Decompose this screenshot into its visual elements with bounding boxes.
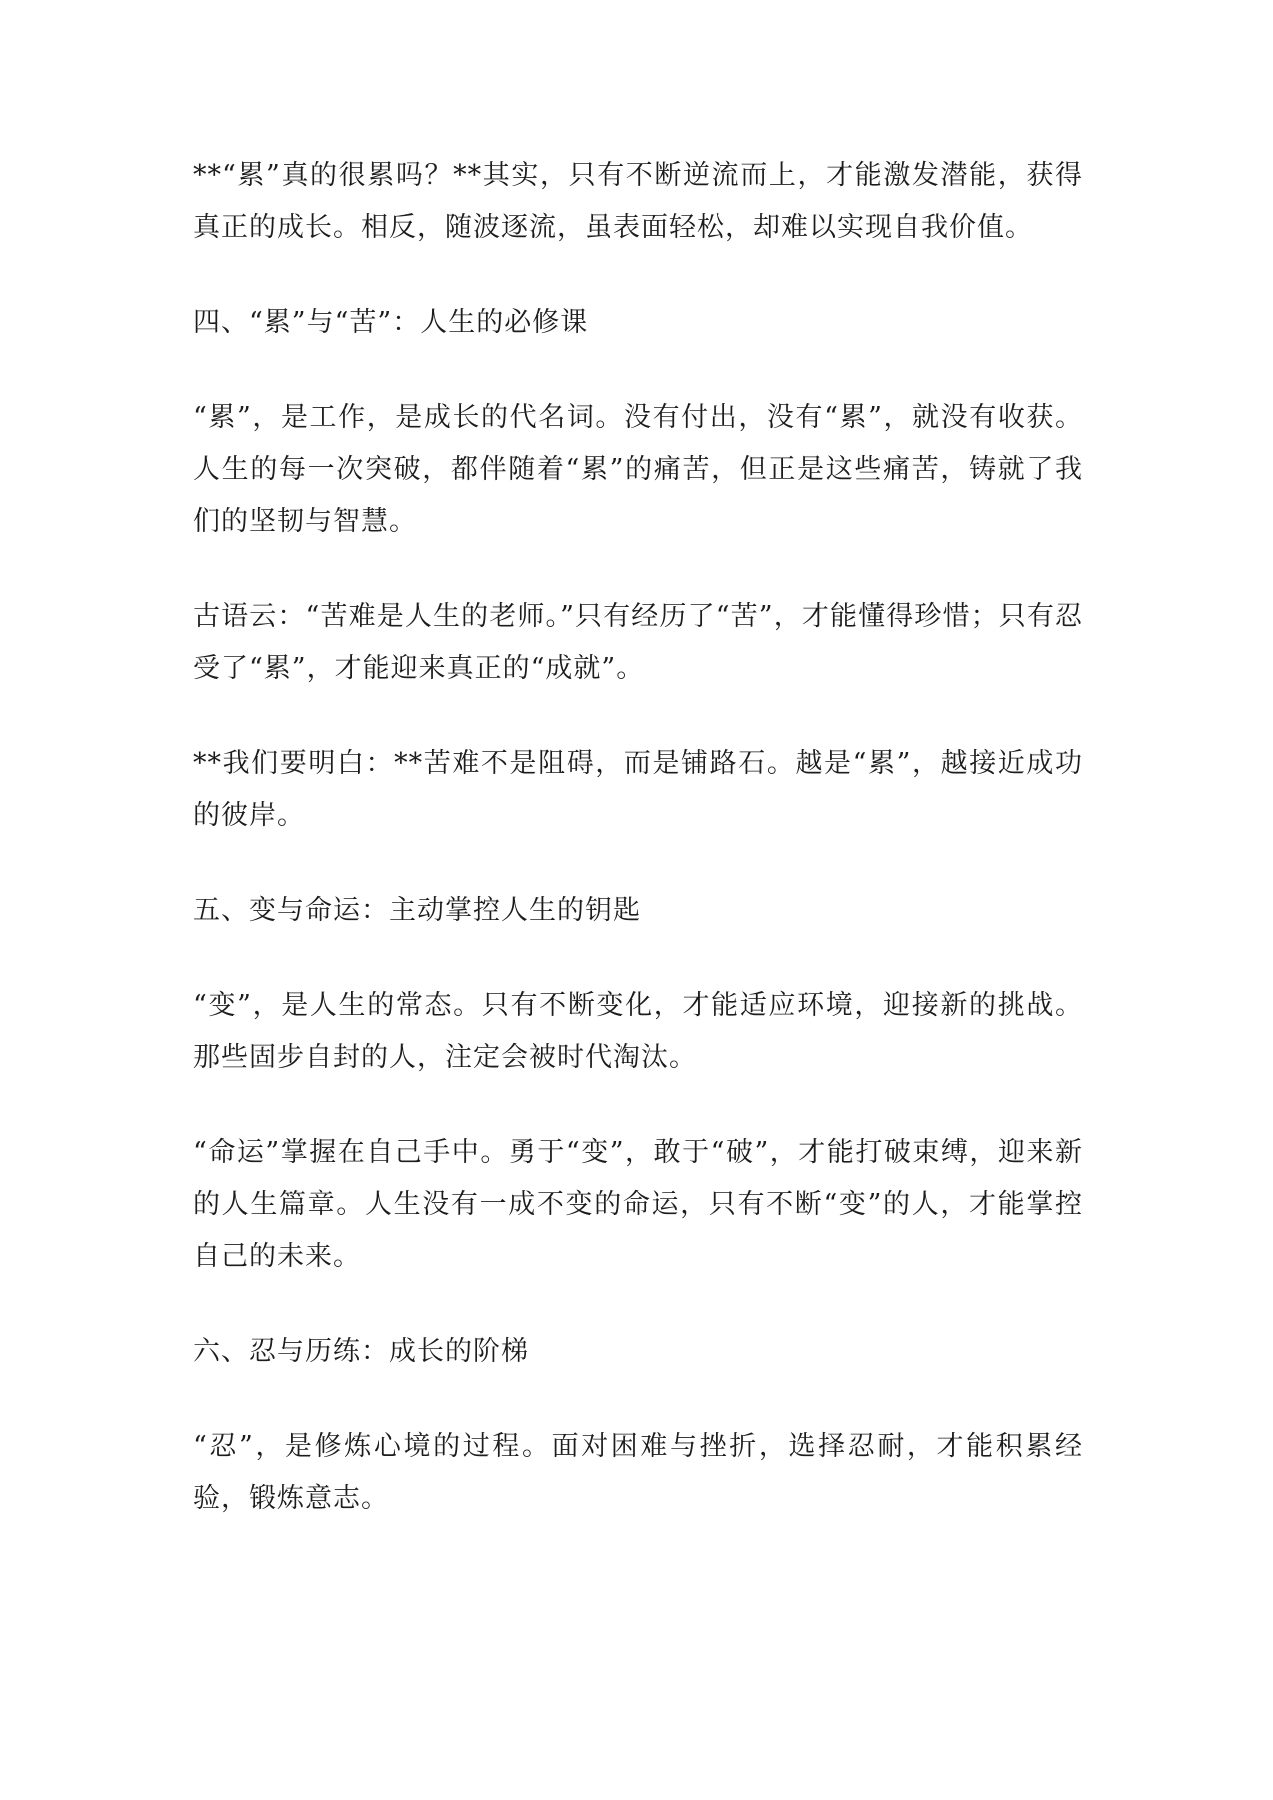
section-heading-6: 六、忍与历练：成长的阶梯 [193,1336,529,1367]
paragraph-change-is-normal: “变”，是人生的常态。只有不断变化，才能适应环境，迎接新的挑战。那些固步自封的人，注定会被时代淘汰。 [193,990,1083,1073]
paragraph-tiring-is-work: “累”，是工作，是成长的代名词。没有付出，没有“累”，就没有收获。人生的每一次突破，都伴随着“累”的痛苦，但正是这些痛苦，铸就了我们的坚韧与智慧。 [193,402,1083,537]
section-heading-5: 五、变与命运：主动掌控人生的钥匙 [193,895,641,926]
paragraph-fate-in-own-hands: “命运”掌握在自己手中。勇于“变”，敢于“破”，才能打破束缚，迎来新的人生篇章。人生没有一成不变的命运，只有不断“变”的人，才能掌控自己的未来。 [193,1137,1083,1272]
paragraph-endurance: “忍”，是修炼心境的过程。面对困难与挫折，选择忍耐，才能积累经验，锻炼意志。 [193,1431,1083,1514]
paragraph-is-tiring-really-tiring: **“累”真的很累吗？**其实，只有不断逆流而上，才能激发潜能，获得真正的成长。相反，随波逐流，虽表面轻松，却难以实现自我价值。 [193,160,1083,243]
section-heading-4: 四、“累”与“苦”：人生的必修课 [193,307,589,338]
paragraph-we-must-understand: **我们要明白：**苦难不是阻碍，而是铺路石。越是“累”，越接近成功的彼岸。 [193,748,1083,831]
paragraph-ancient-saying: 古语云：“苦难是人生的老师。”只有经历了“苦”，才能懂得珍惜；只有忍受了“累”，才能迎来真正的“成就”。 [193,601,1083,684]
document-body [193,150,1083,1568]
